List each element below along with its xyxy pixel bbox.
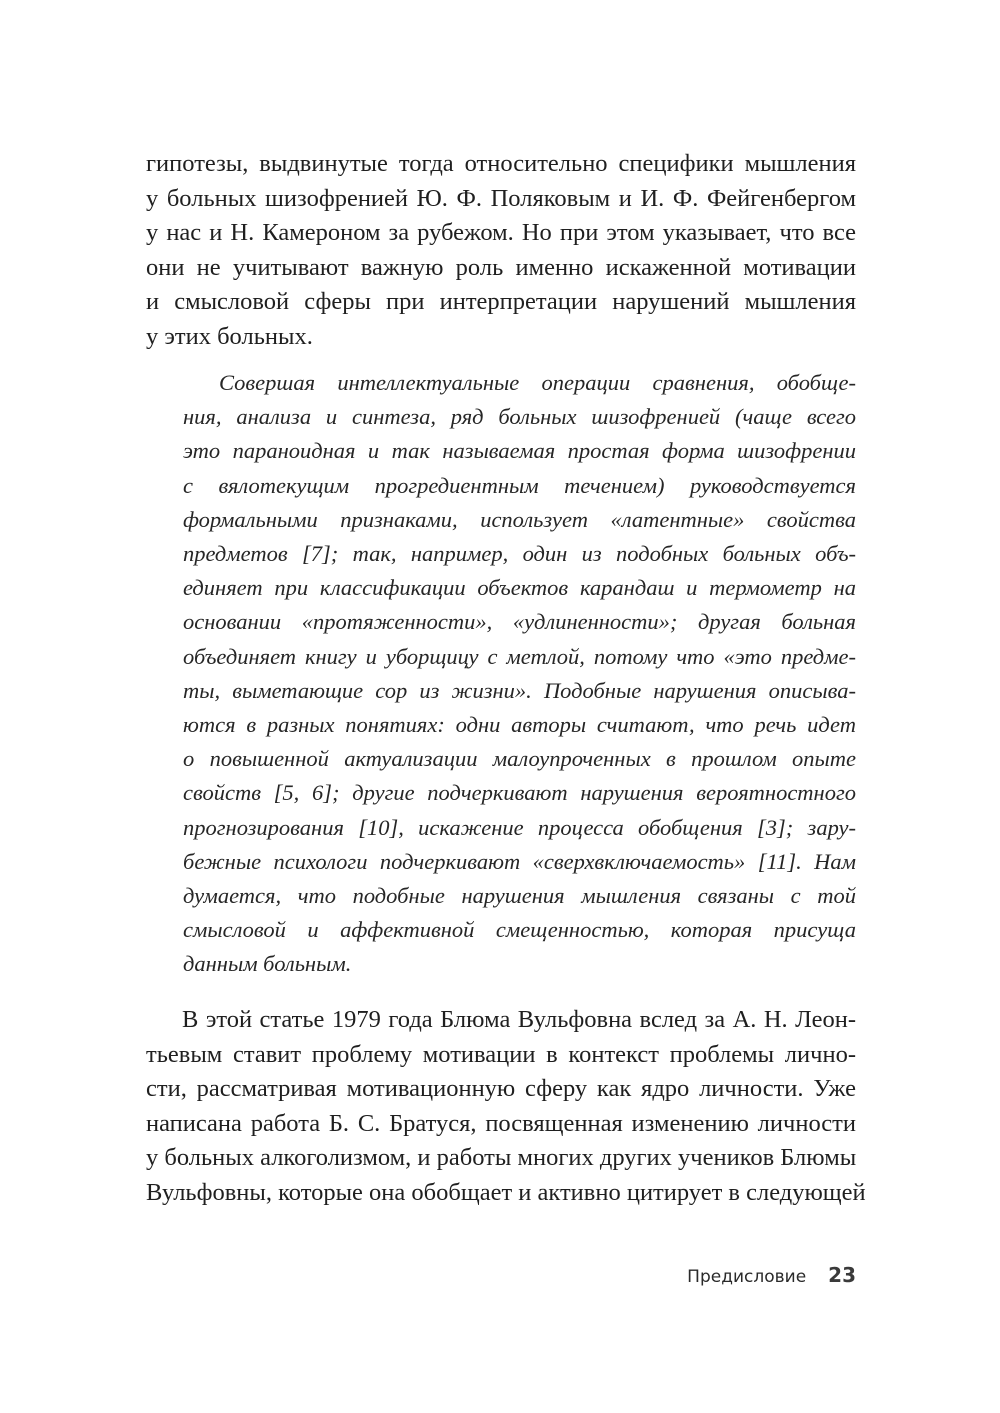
text-line: и смысловой сферы при интерпретации нарушений мышления: [146, 288, 856, 316]
text-line: написана работа Б. С. Братуся, посвященная изменению личности: [146, 1109, 856, 1137]
quote-line: смысловой и аффективной смещенностью, которая присуща: [183, 917, 856, 943]
text-line: гипотезы, выдвинутые тогда относительно специфики мышления: [146, 150, 856, 177]
text-line: у нас и Н. Камероном за рубежом. Но при этом указывает, что все: [146, 219, 856, 247]
quote-line: ния, анализа и синтеза, ряд больных шизофренией (чаще всего: [183, 404, 856, 430]
page-number: 23: [828, 1263, 856, 1287]
running-footer-section: Предисловие: [687, 1267, 807, 1287]
text-line: у этих больных.: [146, 322, 313, 350]
quote-line: это параноидная и так называемая простая форма шизофрении: [183, 438, 856, 464]
quote-line: ты, выметающие сор из жизни». Подобные нарушения описыва-: [183, 677, 856, 703]
quote-line: предметов [7]; так, например, один из подобных больных объ-: [183, 541, 856, 567]
quote-line: ются в разных понятиях: одни авторы считают, что речь идет: [183, 712, 856, 738]
quote-line: с вялотекущим прогредиентным течением) руководствуется: [183, 472, 856, 498]
quote-line: единяет при классификации объектов карандаш и термометр на: [183, 575, 856, 601]
quote-line: бежные психологи подчеркивают «сверхвключаемость» [11]. Нам: [183, 848, 856, 874]
quote-line: основании «протяженности», «удлиненности»; другая больная: [183, 609, 856, 635]
text-line: они не учитывают важную роль именно искаженной мотивации: [146, 253, 856, 281]
paragraph-2: [146, 1003, 866, 1211]
text-line: у больных шизофренией Ю. Ф. Поляковым и И. Ф. Фейгенбергом: [146, 184, 856, 212]
text-line: В этой статье 1979 года Блюма Вульфовна вслед за А. Н. Леон-: [182, 1006, 856, 1033]
text-line: у больных алкоголизмом, и работы многих других учеников Блюмы: [146, 1144, 857, 1172]
quote-line: данным больным.: [183, 951, 352, 977]
quote-line: прогнозирования [10], искажение процесса обобщения [3]; зару-: [183, 814, 856, 840]
quote-line: объединяет книгу и уборщицу с метлой, потому что «это предме-: [183, 643, 856, 669]
paragraph-1: [146, 147, 856, 355]
block-quote: [183, 366, 856, 982]
text-line: тьевым ставит проблему мотивации в контекст проблемы лично-: [146, 1040, 856, 1068]
text-line: Вульфовны, которые она обобщает и активно цитирует в следующей: [146, 1178, 866, 1206]
text-line: сти, рассматривая мотивационную сферу как ядро личности. Уже: [146, 1075, 856, 1103]
quote-line: думается, что подобные нарушения мышления связаны с той: [183, 883, 856, 909]
quote-line: формальными признаками, использует «латентные» свойства: [183, 506, 856, 532]
quote-line: о повышенной актуализации малоупроченных в прошлом опыте: [183, 746, 856, 772]
quote-line: свойств [5, 6]; другие подчеркивают нарушения вероятностного: [183, 780, 856, 806]
page-footer: [560, 1263, 856, 1287]
quote-line: Совершая интеллектуальные операции сравнения, обобще-: [219, 370, 856, 395]
